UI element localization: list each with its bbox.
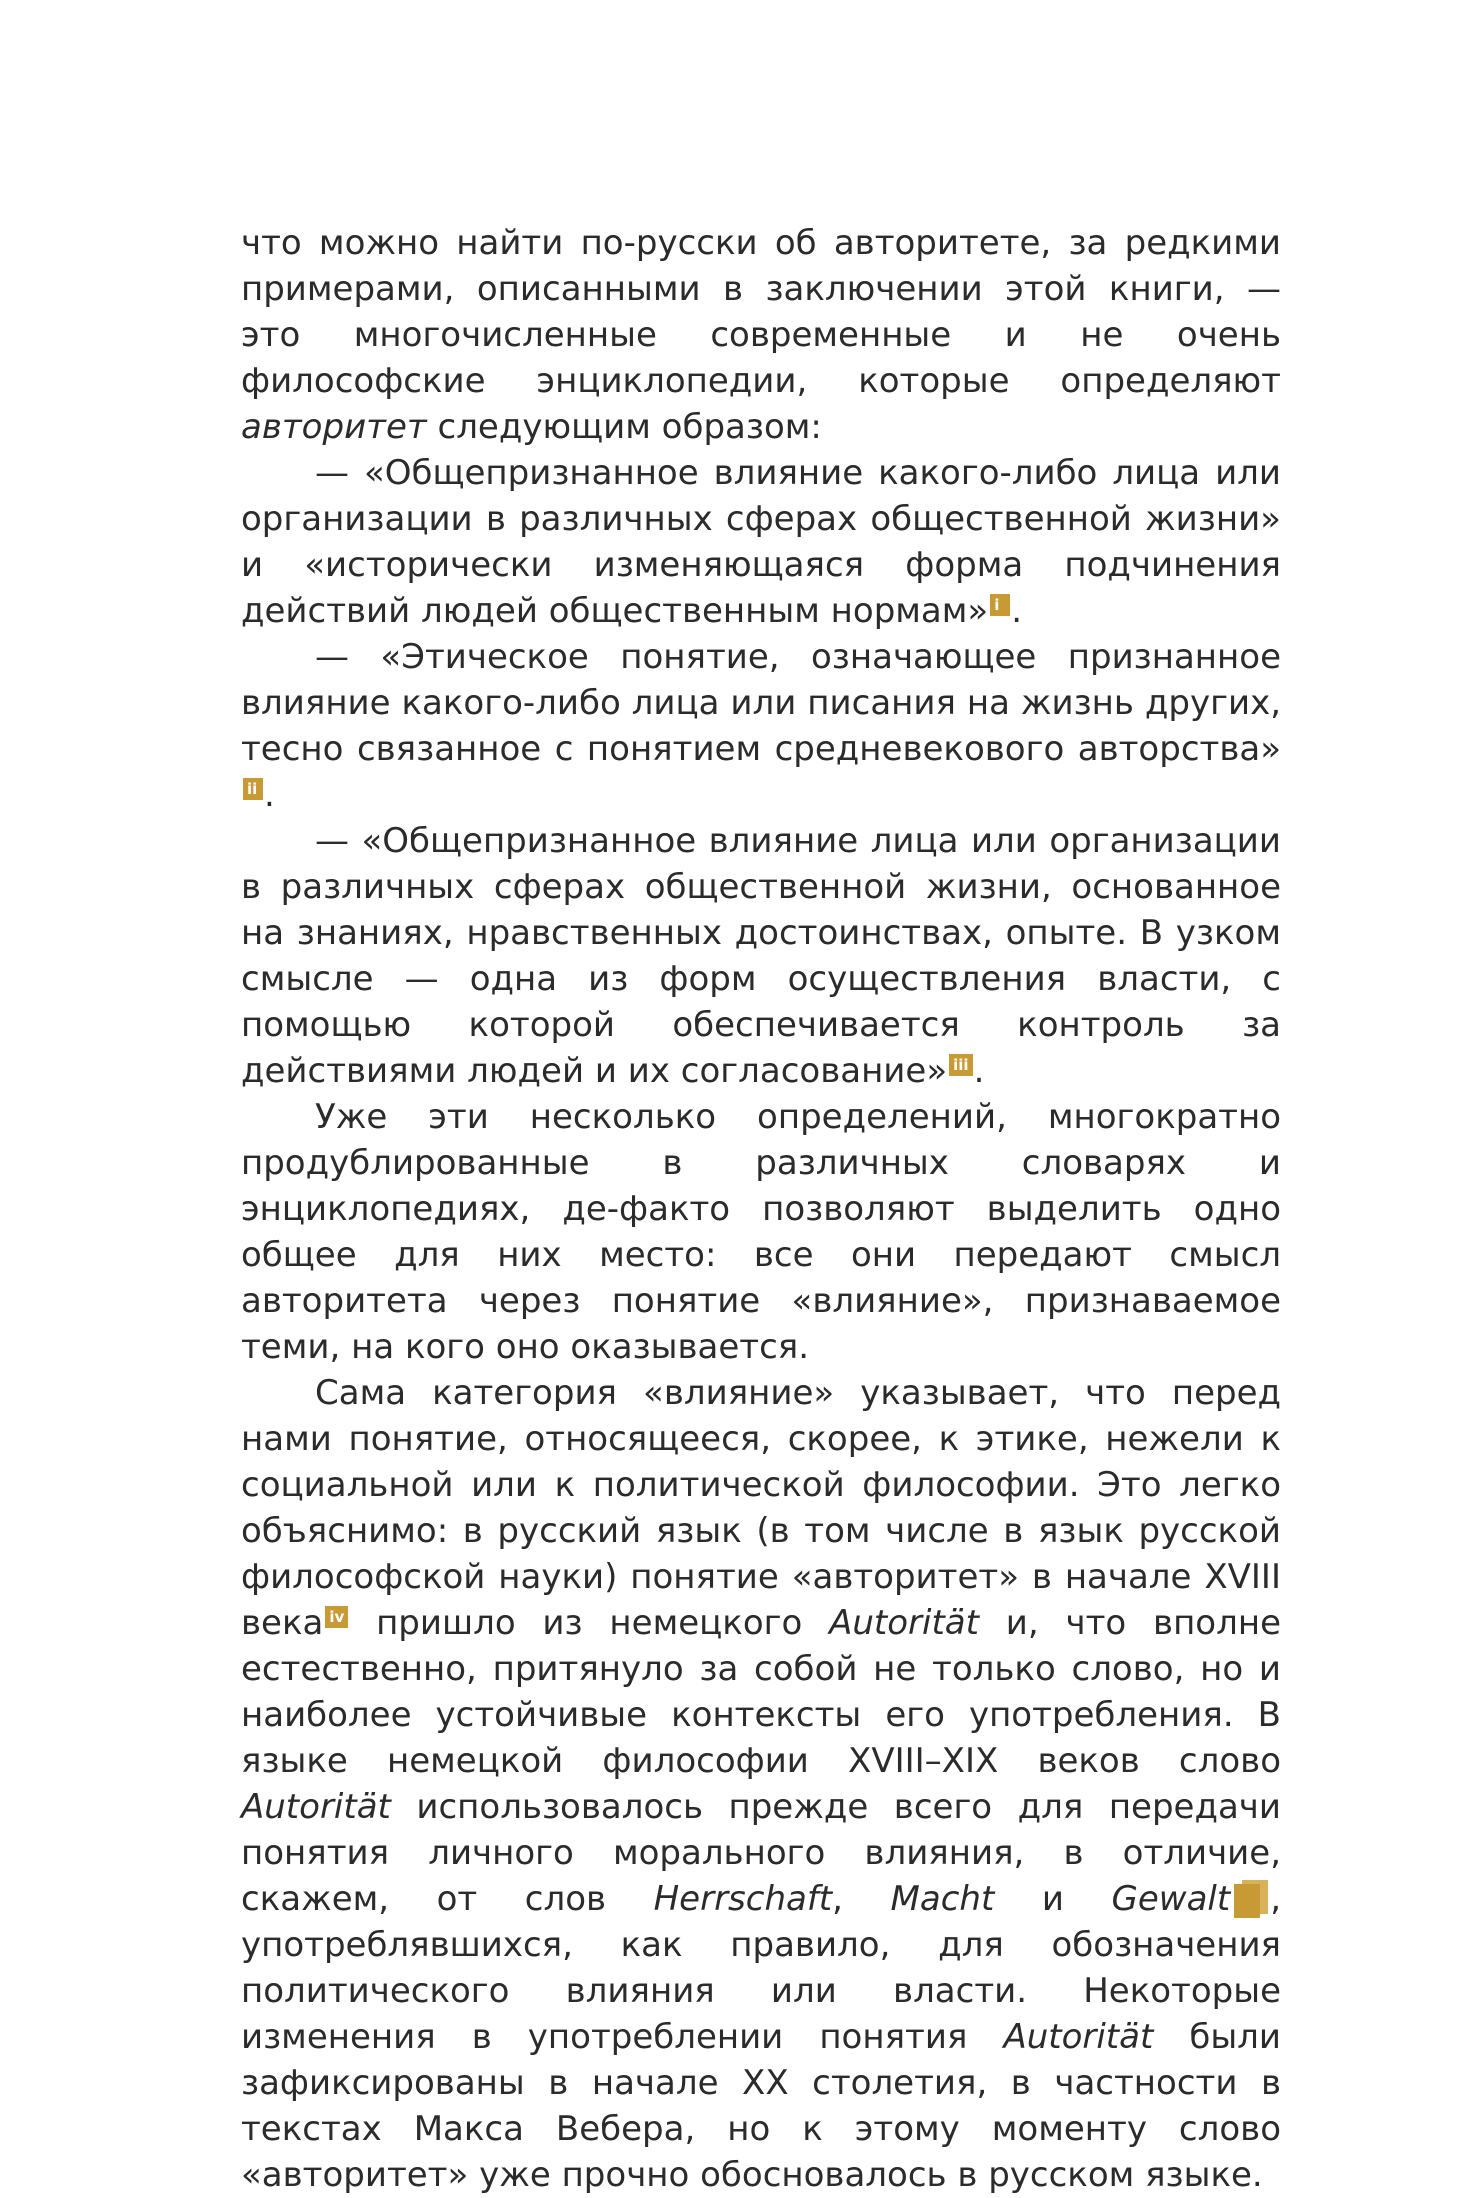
book-icon-front: [1234, 1884, 1260, 1918]
text-run: .: [1011, 591, 1023, 631]
endnote-marker-iv[interactable]: iv: [325, 1606, 348, 1628]
quote-definition-1: [241, 450, 1281, 634]
paragraph-intro: [241, 220, 1281, 450]
text-run: и: [994, 1879, 1112, 1919]
text-run: .: [264, 775, 275, 815]
quote-definition-3: [241, 818, 1281, 1094]
italic-term: авторитет: [241, 407, 427, 447]
italic-term: Herrschaft: [653, 1879, 833, 1919]
text-run: — «Общепризнанное влияние какого-либо лица или организации в различных сферах общественной жизни» и «исторически изменяющаяся форма подчинения действий людей общественным нормам»: [241, 453, 1281, 631]
text-run: что можно найти по-русски об авторитете, за редкими примерами, описанными в заключении этой книги, — это многочисленные современные и не очень философские энциклопедии, которые определяют: [241, 223, 1281, 401]
paragraph-category: [241, 1370, 1281, 2198]
italic-term: Gewalt: [1111, 1879, 1231, 1919]
book-icon[interactable]: [1234, 1880, 1268, 1918]
text-run: ,: [832, 1879, 891, 1919]
text-run: использовалось прежде всего для передачи понятия личного морального влияния, в отличие, скажем, от слов: [241, 1787, 1281, 1919]
endnote-marker-iii[interactable]: iii: [949, 1054, 972, 1076]
italic-term: Autorität: [241, 1787, 391, 1827]
text-run: были зафиксированы в начале XX столетия, в частности в текстах Макса Вебера, но к этому моменту слово «авторитет» уже прочно обосновалось в русском языке.: [241, 2017, 1281, 2195]
text-run: пришло из немецкого: [349, 1603, 830, 1643]
text-run: — «Общепризнанное влияние лица или организации в различных сферах общественной жизни, основанное на знаниях, нравственных достоинствах, опыте. В узком смысле — одна из форм осуществления власти, с помощью которой обеспечивается контроль за действиями людей и их согласование»: [241, 821, 1281, 1091]
text-run: .: [973, 1051, 985, 1091]
italic-term: Autorität: [1003, 2017, 1154, 2057]
text-run: следующим образом:: [426, 407, 822, 447]
text-run: Уже эти несколько определений, многократно продублированные в различных словарях и энциклопедиях, де-факто позволяют выделить одно общее для них место: все они передают смысл авторитета через понятие «влияние», признаваемое теми, на кого оно оказывается.: [241, 1097, 1281, 1367]
body-text: [241, 220, 1281, 2198]
italic-term: Autorität: [829, 1603, 979, 1643]
text-run: и, что вполне естественно, притянуло за собой не только слово, но и наиболее устойчивые контексты его употребления. В языке немецкой философии XVIII–XIX веков слово: [241, 1603, 1281, 1781]
endnote-marker-ii[interactable]: ii: [243, 778, 263, 800]
text-run: Сама категория «влияние» указывает, что перед нами понятие, относящееся, скорее, к этике, нежели к социальной или к политической философии. Это легко объяснимо: в русский язык (в том числе в язык русской философской науки) понятие «авторитет» в начале XVIII века: [241, 1373, 1281, 1643]
text-run: — «Этическое понятие, означающее признанное влияние какого-либо лица или писания на жизнь других, тесно связанное с понятием средневекового авторства»: [241, 637, 1281, 769]
paragraph-influence: [241, 1094, 1281, 1370]
quote-definition-2: [241, 634, 1281, 818]
endnote-marker-i[interactable]: i: [990, 594, 1010, 616]
italic-term: Macht: [890, 1879, 995, 1919]
text-run: , употреблявшихся, как правило, для обозначения политического влияния или власти. Некоторые изменения в употреблении понятия: [241, 1879, 1281, 2057]
